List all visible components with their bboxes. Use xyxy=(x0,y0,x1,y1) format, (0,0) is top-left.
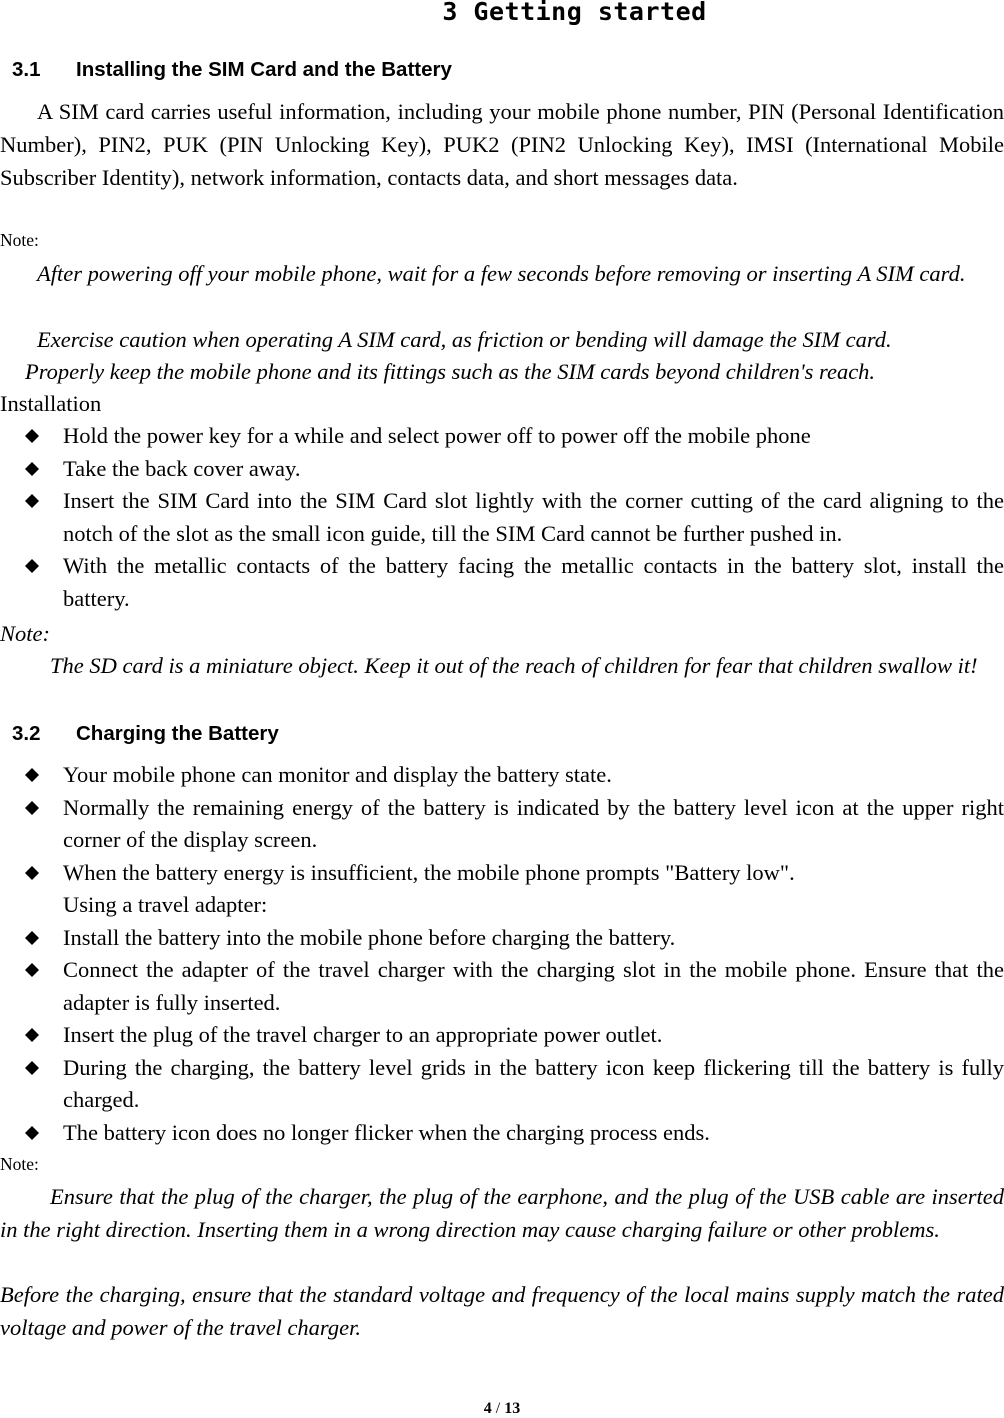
diamond-bullet-icon xyxy=(25,559,39,573)
list-item: With the metallic contacts of the battery facing the metallic contacts in the battery slot, install the battery. xyxy=(0,550,1004,615)
diamond-bullet-icon xyxy=(25,801,39,815)
diamond-bullet-icon xyxy=(25,1028,39,1042)
installation-label: Installation xyxy=(0,391,102,416)
list-item: During the charging, the battery level grids in the battery icon keep flickering till the battery is fully charged. xyxy=(0,1052,1004,1117)
note-line-caution: Exercise caution when operating A SIM card, as friction or bending will damage the SIM card. xyxy=(37,327,892,352)
charging-info-list xyxy=(0,759,1004,1149)
section-heading-3-1 xyxy=(12,58,452,82)
list-item: Hold the power key for a while and select power off to power off the mobile phone xyxy=(0,420,1004,453)
list-item: Install the battery into the mobile phone before charging the battery. xyxy=(0,922,1004,955)
note2-label: Note: xyxy=(0,621,50,646)
charging-note-voltage: Before the charging, ensure that the standard voltage and frequency of the local mains supply match the rated voltage and power of the travel charger. xyxy=(0,1282,1004,1340)
note-line-power-off: After powering off your mobile phone, wait for a few seconds before removing or inserting A SIM card. xyxy=(37,261,966,286)
note-label: Note: xyxy=(0,230,39,250)
charging-note-label: Note: xyxy=(0,1154,39,1174)
list-item: The battery icon does no longer flicker when the charging process ends. xyxy=(0,1117,1004,1150)
list-item: Take the back cover away. xyxy=(0,453,1004,486)
diamond-bullet-icon xyxy=(25,462,39,476)
page-number: 4 xyxy=(483,1400,492,1417)
list-item: When the battery energy is insufficient, the mobile phone prompts "Battery low". xyxy=(0,857,1004,890)
section-number: 3.1 xyxy=(12,58,41,81)
list-item: Connect the adapter of the travel charger with the charging slot in the mobile phone. Ensure that the adapter is fully inserted. xyxy=(0,954,1004,1019)
chapter-title: 3 Getting started xyxy=(442,0,707,26)
diamond-bullet-icon xyxy=(25,429,39,443)
installation-steps xyxy=(0,420,1004,615)
charging-note-plugs: Ensure that the plug of the charger, the plug of the earphone, and the plug of the USB cable are inserted in the right direction. Inserting them in a wrong direction may cause charging failure or other problems. xyxy=(0,1184,1004,1242)
page-footer xyxy=(0,1400,1004,1418)
diamond-bullet-icon xyxy=(25,1061,39,1075)
diamond-bullet-icon xyxy=(25,931,39,945)
section-number: 3.2 xyxy=(12,722,41,745)
page-separator: / xyxy=(491,1400,505,1417)
list-item: Insert the plug of the travel charger to an appropriate power outlet. xyxy=(0,1019,1004,1052)
diamond-bullet-icon xyxy=(25,866,39,880)
sim-intro-paragraph: A SIM card carries useful information, including your mobile phone number, PIN (Personal Identification Number), PIN2, PUK (PIN Unlocking Key), PUK2 (PIN2 Unlocking Key), IMSI (International Mobile Subscriber Identity), network information, contacts data, and short messages data. xyxy=(0,99,1004,190)
sd-card-note: The SD card is a miniature object. Keep it out of the reach of children for fear that children swallow it! xyxy=(50,653,978,678)
diamond-bullet-icon xyxy=(25,1126,39,1140)
section-title-text: Installing the SIM Card and the Battery xyxy=(76,58,452,81)
list-item: Your mobile phone can monitor and display the battery state. xyxy=(0,759,1004,792)
diamond-bullet-icon xyxy=(25,494,39,508)
section-heading-3-2 xyxy=(12,722,279,746)
list-item: Insert the SIM Card into the SIM Card slot lightly with the corner cutting of the card aligning to the notch of the slot as the small icon guide, till the SIM Card cannot be further pushed in. xyxy=(0,485,1004,550)
note-line-children: Properly keep the mobile phone and its fittings such as the SIM cards beyond children's reach. xyxy=(25,359,876,384)
section-title-text: Charging the Battery xyxy=(76,722,279,745)
page-total: 13 xyxy=(504,1400,521,1417)
list-item: Normally the remaining energy of the battery is indicated by the battery level icon at the upper right corner of the display screen. xyxy=(0,792,1004,857)
diamond-bullet-icon xyxy=(25,768,39,782)
diamond-bullet-icon xyxy=(25,963,39,977)
adapter-label: Using a travel adapter: xyxy=(63,892,268,917)
